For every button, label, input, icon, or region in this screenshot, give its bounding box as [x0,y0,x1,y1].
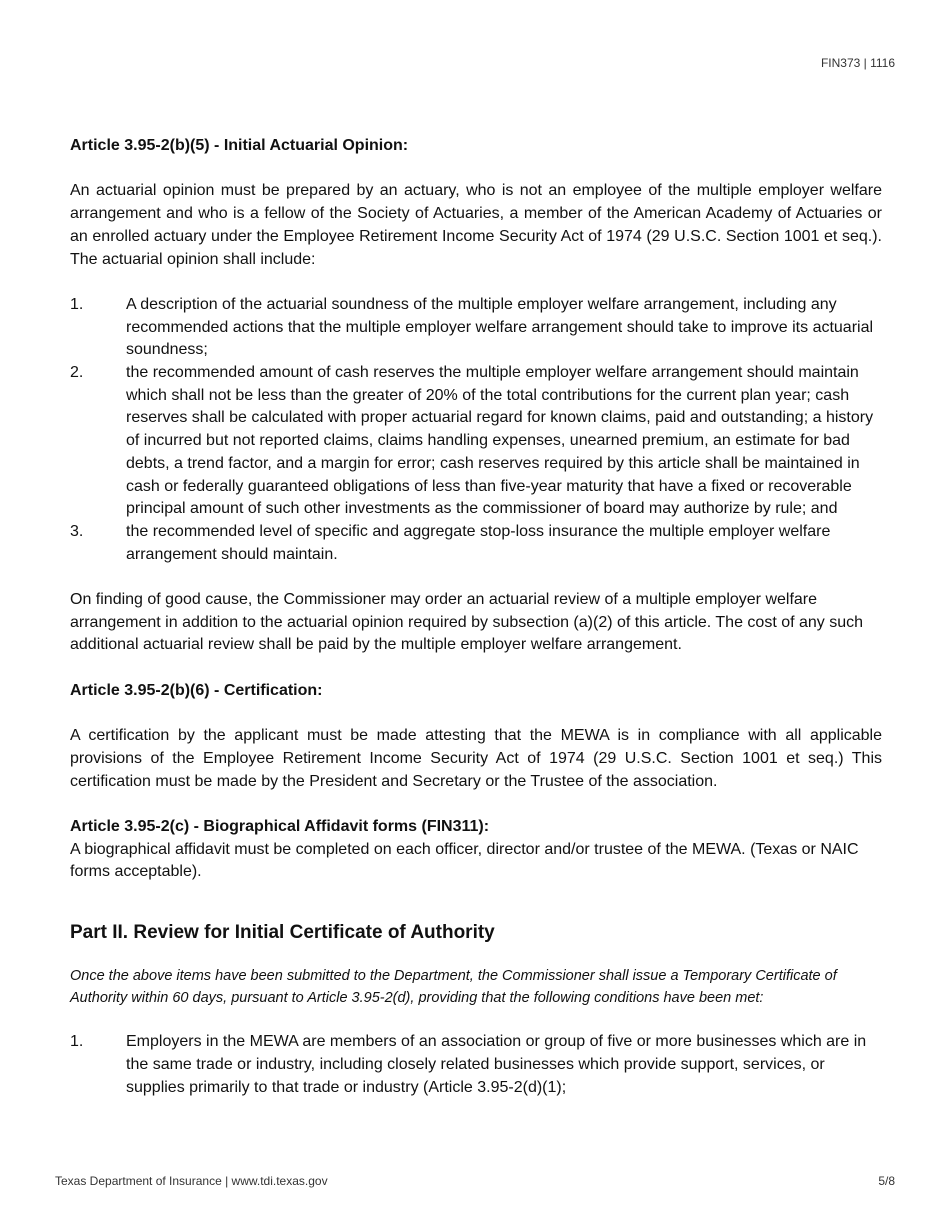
section-heading-actuarial-opinion: Article 3.95-2(b)(5) - Initial Actuarial Opinion: [70,137,409,154]
list-item-text: the recommended amount of cash reserves the multiple employer welfare arrangement should maintain which shall not be less than the greater of 20% of the total contributions for the current plan year; cash reserves shall be calculated with proper actuarial regard for known claims, paid and outstanding; a history of incurred but not reported claims, claims handling expenses, unearned premium, an estimate for bad debts, a trend factor, and a margin for error; cash reserves required by this article shall be maintained in cash or federally guaranteed obligations of less than five-year maturity that have a fixed or recoverable principal amount of such other investments as the commissioner of board may authorize by rule; and [126,364,874,518]
page-content [70,135,882,1099]
list-item-text: the recommended level of specific and aggregate stop-loss insurance the multiple employer welfare arrangement should maintain. [126,522,831,563]
part-title: Part II. Review for Initial Certificate of Authority [70,922,495,944]
footer-organization: Texas Department of Insurance | www.tdi.texas.gov [55,1174,328,1188]
section-heading-biographical-affidavit: Article 3.95-2(c) - Biographical Affidavit forms (FIN311): [70,818,490,835]
certification-paragraph: A certification by the applicant must be made attesting that the MEWA is in compliance with all applicable provisions of the Employee Retirement Income Security Act of 1974 (29 U.S.C. Section 1001 et seq.) This certification must be made by the President and Secretary or the Trustee of the association. [70,727,882,790]
list-item-number: 1. [70,295,84,313]
list-item-number: 2. [70,364,84,381]
list-item-number: 3. [70,522,84,540]
section-heading-certification: Article 3.95-2(b)(6) - Certification: [70,681,323,699]
biographical-affidavit-paragraph: A biographical affidavit must be completed on each officer, director and/or trustee of the MEWA. (Texas or NAIC forms acceptable). [70,840,859,881]
actuarial-opinion-list [70,294,882,566]
list-item [70,362,882,521]
actuarial-review-paragraph: On finding of good cause, the Commissioner may order an actuarial review of a multiple employer welfare arrangement in addition to the actuarial opinion required by subsection (a)(2) of this article. The cost of any such additional actuarial review shall be paid by the multiple employer welfare arrangement. [70,591,864,654]
list-item-text: A description of the actuarial soundness of the multiple employer welfare arrangement, including any recommended actions that the multiple employer welfare arrangement should take to improve its actuarial soundness; [126,295,874,359]
list-item [70,1031,882,1099]
page-number: 5/8 [878,1174,895,1188]
form-code: FIN373 | 1116 [820,56,895,70]
part-note: Once the above items have been submitted to the Department, the Commissioner shall issue a Temporary Certificate of Authority within 60 days, pursuant to Article 3.95-2(d), providing that the following conditions have been met: [70,968,837,1006]
list-item-text: Employers in the MEWA are members of an association or group of five or more businesses which are in the same trade or industry, including closely related businesses which provide support, services, or supplies primarily to that trade or industry (Article 3.95-2(d)(1); [126,1033,867,1096]
list-item [70,294,882,362]
conditions-list [70,1031,882,1099]
list-item [70,521,882,566]
actuarial-opinion-intro: An actuarial opinion must be prepared by an actuary, who is not an employee of the multiple employer welfare arrangement and who is a fellow of the Society of Actuaries, a member of the American Academy of Actuaries or an enrolled actuary under the Employee Retirement Income Security Act of 1974 (29 U.S.C. Section 1001 et seq.). The actuarial opinion shall include: [70,182,882,268]
list-item-number: 1. [70,1033,84,1051]
